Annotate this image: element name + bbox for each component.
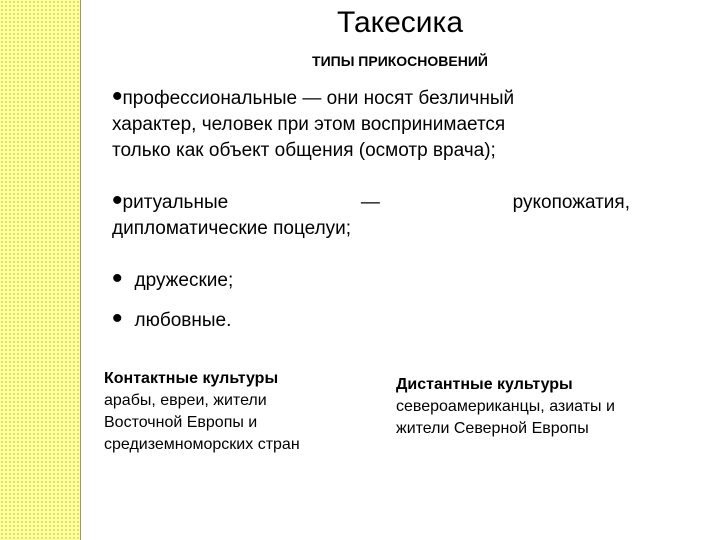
bullet-love: • любовные. [112,302,232,335]
slide-subtitle: ТИПЫ ПРИКОСНОВЕНИЙ [312,53,488,69]
bullet-professional-line-3: только как объект общения (осмотр врача); [112,140,496,161]
bullet-ritual-handshakes: рукопожатия, [512,192,630,213]
contact-cultures-line: арабы, евреи, жители [104,392,267,409]
contact-cultures-line: средиземноморских стран [104,436,300,453]
bullet-ritual-line-2: дипломатические поцелуи; [112,218,352,239]
bullet-dot-icon: • [112,184,123,217]
bullet-friendly: • дружеские; [112,262,234,295]
bullet-dot-icon: • [112,302,123,335]
bullet-professional-line-1: •профессиональные — они носят безличный [112,80,515,113]
contact-cultures-line: Восточной Европы и [104,414,258,431]
side-bar-border [80,0,81,540]
distant-cultures-block [396,374,696,440]
bullet-ritual [112,184,632,268]
distant-cultures-heading: Дистантные культуры [396,376,573,393]
bullet-ritual-dash: — [360,192,380,213]
bullet-professional [112,80,632,190]
distant-cultures-line: североамериканцы, азиаты и [396,398,615,415]
distant-cultures-line: жители Северной Европы [396,420,589,437]
bullet-professional-line-2: характер, человек при этом воспринимается [112,114,506,135]
contact-cultures-block [104,368,364,456]
contact-cultures-heading: Контактные культуры [104,370,279,387]
bullet-dot-icon: • [112,80,123,113]
touch-types-list [112,80,632,348]
bullet-ritual-line-1: •ритуальные — рукопожатия, [112,184,630,217]
bullet-dot-icon: • [112,262,123,295]
decorative-side-bar [0,0,80,540]
slide-title: Такесика [336,6,464,39]
